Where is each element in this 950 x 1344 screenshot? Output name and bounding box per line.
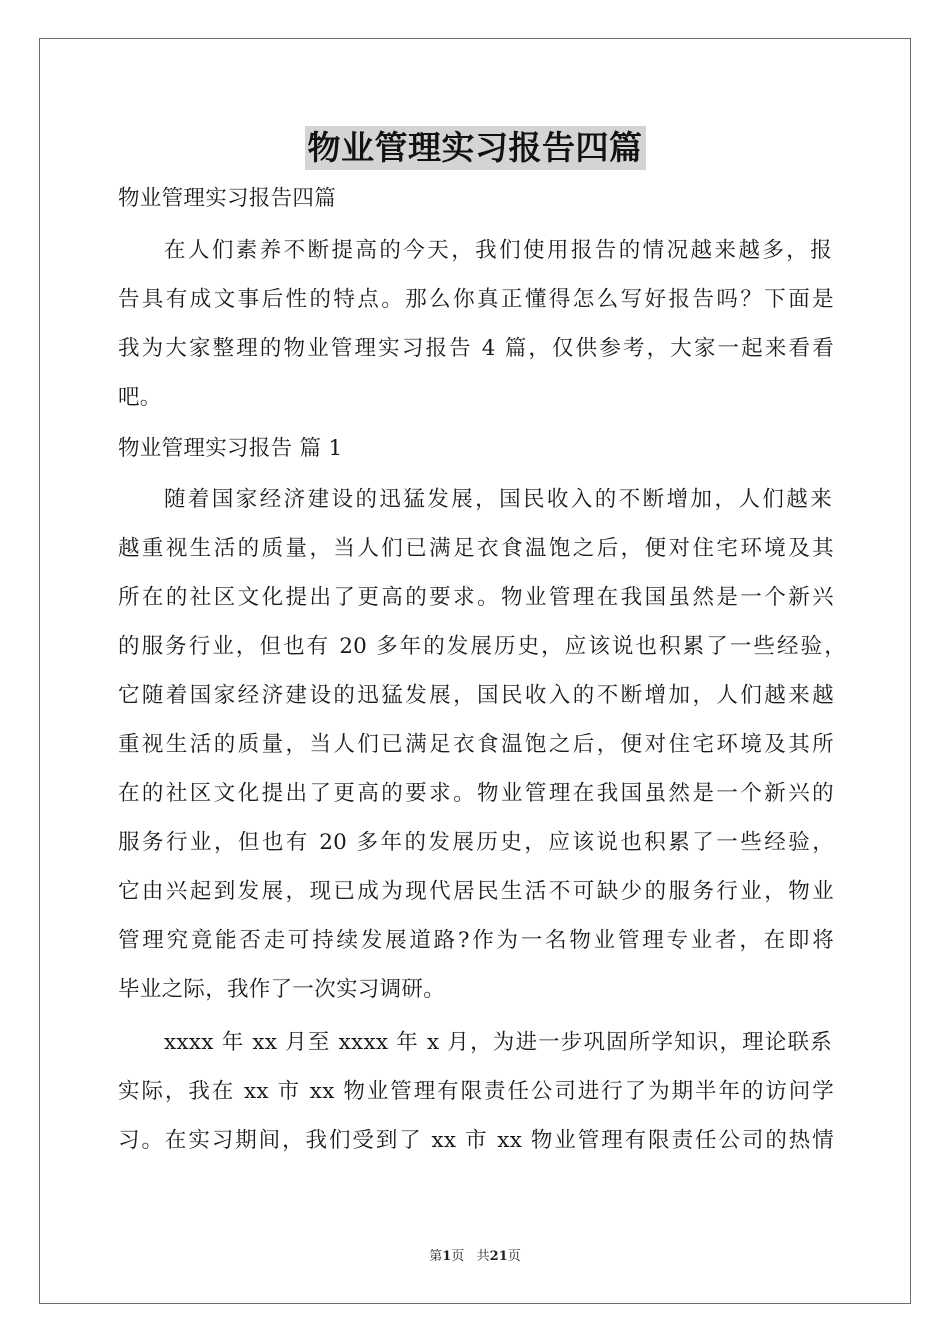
body-line: 服务行业，但也有 20 多年的发展历史，应该说也积累了一些经验， <box>118 830 834 855</box>
body-line: 在人们素养不断提高的今天，我们使用报告的情况越来越多，报 <box>164 238 832 263</box>
body-line: 管理究竟能否走可持续发展道路?作为一名物业管理专业者，在即将 <box>118 928 834 953</box>
body-line: xxxx 年 xx 月至 xxxx 年 x 月，为进一步巩固所学知识，理论联系 <box>164 1030 832 1055</box>
page-footer <box>0 1248 950 1266</box>
body-line: 越重视生活的质量，当人们已满足衣食温饱之后，便对住宅环境及其 <box>118 536 834 561</box>
body-line: 它随着国家经济建设的迅猛发展，国民收入的不断增加，人们越来越 <box>118 683 834 708</box>
footer-suffix: 页 <box>507 1249 521 1264</box>
body-line: 实际，我在 xx 市 xx 物业管理有限责任公司进行了为期半年的访问学 <box>118 1079 834 1104</box>
body-line: 告具有成文事后性的特点。那么你真正懂得怎么写好报告吗？下面是 <box>118 287 834 312</box>
body-line: 我为大家整理的物业管理实习报告 4 篇，仅供参考，大家一起来看看 <box>118 336 834 361</box>
body-line: 随着国家经济建设的迅猛发展，国民收入的不断增加，人们越来 <box>164 487 832 512</box>
footer-page-number: 1 <box>442 1249 452 1264</box>
body-line: 吧。 <box>118 385 162 410</box>
body-line: 在的社区文化提出了更高的要求。物业管理在我国虽然是一个新兴的 <box>118 781 834 806</box>
page-border <box>39 38 911 1304</box>
document-title: 物业管理实习报告四篇 <box>305 126 646 170</box>
body-line: 的服务行业，但也有 20 多年的发展历史，应该说也积累了一些经验， <box>118 634 846 659</box>
body-line-subtitle: 物业管理实习报告四篇 <box>118 186 337 211</box>
footer-total-pages: 21 <box>489 1249 508 1264</box>
body-line: 习。在实习期间，我们受到了 xx 市 xx 物业管理有限责任公司的热情 <box>118 1128 834 1153</box>
body-line: 所在的社区文化提出了更高的要求。物业管理在我国虽然是一个新兴 <box>118 585 834 610</box>
section-heading: 物业管理实习报告 篇 1 <box>118 436 343 461</box>
footer-mid: 页 共 <box>451 1249 490 1264</box>
body-line: 它由兴起到发展，现已成为现代居民生活不可缺少的服务行业，物业 <box>118 879 834 904</box>
body-line: 重视生活的质量，当人们已满足衣食温饱之后，便对住宅环境及其所 <box>118 732 834 757</box>
title-container <box>0 126 950 170</box>
body-line: 毕业之际，我作了一次实习调研。 <box>118 977 446 1002</box>
footer-prefix: 第 <box>429 1249 443 1264</box>
